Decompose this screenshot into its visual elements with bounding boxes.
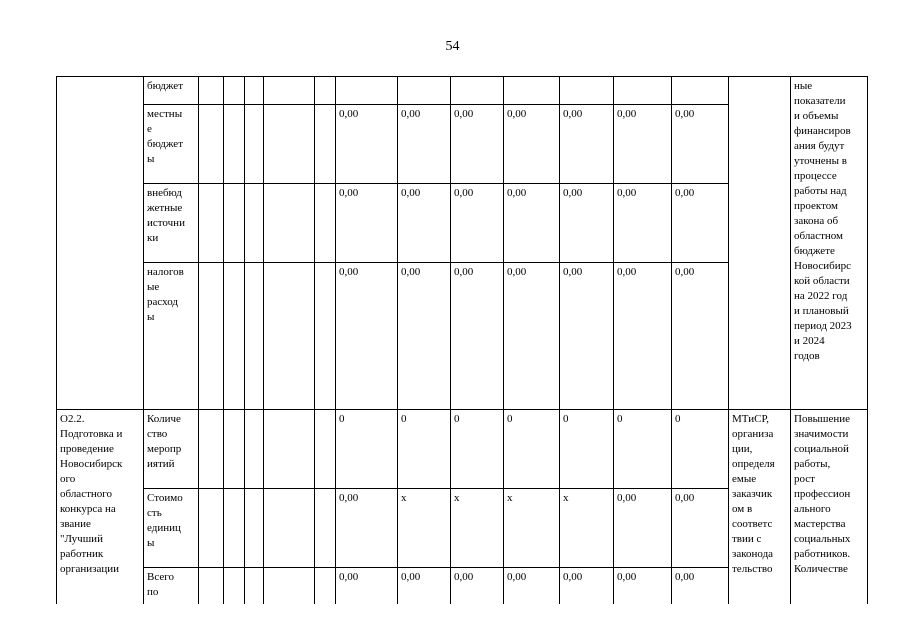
page-number: 54 xyxy=(445,39,460,54)
task-cell-empty xyxy=(57,77,144,410)
value-cell xyxy=(504,77,560,105)
value-cell: 0,00 xyxy=(504,568,560,604)
source-cell: местны е бюджет ы xyxy=(144,105,199,184)
value-cell: x xyxy=(451,489,504,568)
value-cell: 0,00 xyxy=(672,489,729,568)
result-cell: Повышение значимости социальной работы, рост профессион ального мастерства социальных работников. Количестве xyxy=(791,410,868,604)
value-cell: 0,00 xyxy=(614,184,672,263)
task-cell: О2.2. Подготовка и проведение Новосибирск ого областного конкурса на звание "Лучший работник организации xyxy=(57,410,144,604)
value-cell: 0,00 xyxy=(451,263,504,410)
value-cell: 0,00 xyxy=(614,105,672,184)
value-cell: 0 xyxy=(451,410,504,489)
value-cell: 0,00 xyxy=(672,568,729,604)
table-row xyxy=(57,77,868,105)
value-cell: 0 xyxy=(614,410,672,489)
value-cell: 0,00 xyxy=(398,184,451,263)
value-cell: 0,00 xyxy=(614,263,672,410)
indicator-cell: Количе ство меропр иятий xyxy=(144,410,199,489)
program-table xyxy=(56,76,868,604)
value-cell: 0,00 xyxy=(336,105,398,184)
value-cell: 0,00 xyxy=(398,105,451,184)
indicator-cell: Стоимо сть единиц ы xyxy=(144,489,199,568)
value-cell: 0 xyxy=(336,410,398,489)
value-cell: 0,00 xyxy=(336,263,398,410)
value-cell: 0,00 xyxy=(560,568,614,604)
value-cell: x xyxy=(398,489,451,568)
value-cell: 0,00 xyxy=(504,263,560,410)
value-cell: 0,00 xyxy=(398,568,451,604)
value-cell xyxy=(560,77,614,105)
source-cell: внебюд жетные источни ки xyxy=(144,184,199,263)
value-cell: 0,00 xyxy=(672,263,729,410)
value-cell: 0,00 xyxy=(560,105,614,184)
value-cell: 0,00 xyxy=(672,184,729,263)
value-cell: 0,00 xyxy=(451,105,504,184)
value-cell: 0,00 xyxy=(560,263,614,410)
value-cell: 0,00 xyxy=(398,263,451,410)
value-cell xyxy=(672,77,729,105)
value-cell: 0 xyxy=(560,410,614,489)
executor-cell-empty xyxy=(729,77,791,410)
source-cell: налогов ые расход ы xyxy=(144,263,199,410)
value-cell: 0,00 xyxy=(336,184,398,263)
value-cell: 0,00 xyxy=(614,489,672,568)
value-cell xyxy=(336,77,398,105)
value-cell: 0,00 xyxy=(504,184,560,263)
value-cell: 0,00 xyxy=(504,105,560,184)
value-cell: x xyxy=(560,489,614,568)
value-cell: 0 xyxy=(504,410,560,489)
value-cell: 0,00 xyxy=(560,184,614,263)
value-cell: 0 xyxy=(398,410,451,489)
indicator-cell: Всего по xyxy=(144,568,199,604)
value-cell: 0,00 xyxy=(451,184,504,263)
value-cell: 0,00 xyxy=(336,489,398,568)
value-cell xyxy=(398,77,451,105)
table-row xyxy=(57,410,868,489)
value-cell: x xyxy=(504,489,560,568)
value-cell: 0,00 xyxy=(451,568,504,604)
executor-cell: МТиСР, организа ции, определя емые заказчик ом в соответс твии с законода тельство xyxy=(729,410,791,604)
value-cell xyxy=(614,77,672,105)
value-cell: 0,00 xyxy=(672,105,729,184)
value-cell xyxy=(451,77,504,105)
value-cell: 0 xyxy=(672,410,729,489)
value-cell: 0,00 xyxy=(336,568,398,604)
source-cell: бюджет xyxy=(144,77,199,105)
note-cell: ные показатели и объемы финансиров ания будут уточнены в процессе работы над проектом закона об областном бюджете Новосибирс кой области на 2022 год и плановый период 2023 и 2024 годов xyxy=(791,77,868,410)
value-cell: 0,00 xyxy=(614,568,672,604)
